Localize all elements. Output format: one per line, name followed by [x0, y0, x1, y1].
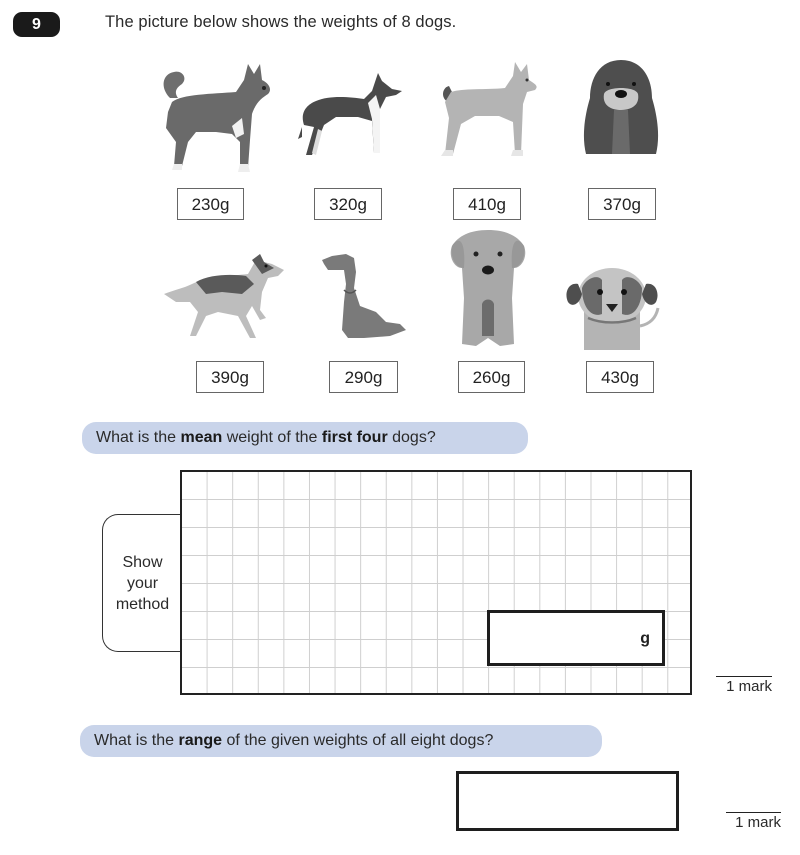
whippet-image [296, 65, 406, 160]
mark-allocation-b: 1 mark [726, 812, 781, 831]
question-intro: The picture below shows the weights of 8 dogs. [105, 13, 457, 31]
mean-answer-box[interactable] [487, 610, 665, 666]
spaniel-image [582, 58, 660, 158]
unit-grams-label: g [640, 630, 650, 647]
weight-label-2: 320g [314, 188, 382, 220]
mean-question-prompt: What is the mean weight of the first four dogs? [82, 422, 528, 454]
weight-label-8: 430g [586, 361, 654, 393]
weight-label-4: 370g [588, 188, 656, 220]
round-puppy-image [562, 264, 666, 352]
weight-label-5: 390g [196, 361, 264, 393]
labrador-puppy-image [448, 228, 528, 348]
basenji-image [435, 58, 545, 168]
weight-label-1: 230g [177, 188, 244, 220]
range-question-prompt: What is the range of the given weights of all eight dogs? [80, 725, 602, 757]
terrier-sitting-image [320, 250, 410, 342]
weight-label-7: 260g [458, 361, 525, 393]
range-answer-box[interactable] [456, 771, 679, 831]
fluffy-dog-image [152, 58, 274, 176]
weight-label-3: 410g [453, 188, 521, 220]
german-shepherd-image [162, 250, 290, 342]
show-your-method-tab: Show your method [102, 514, 182, 652]
weight-label-6: 290g [329, 361, 398, 393]
mark-allocation-a: 1 mark [716, 676, 772, 695]
question-number-badge: 9 [13, 12, 60, 37]
